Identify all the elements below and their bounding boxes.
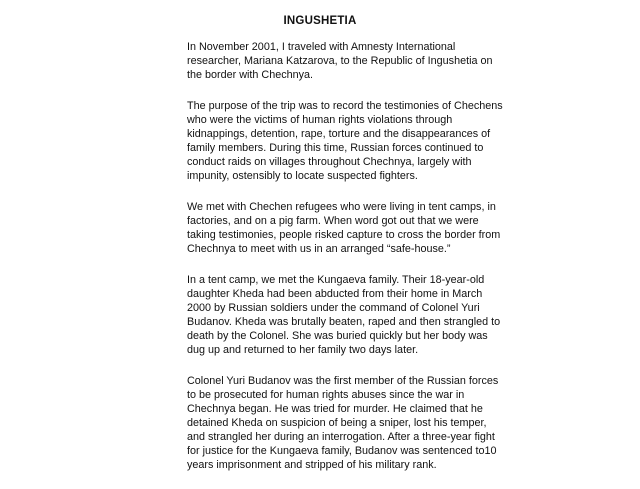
paragraph bbox=[187, 200, 501, 256]
text-line: daughter Kheda had been abducted from their home in March bbox=[187, 288, 483, 300]
text-line: dug up and returned to her family two days later. bbox=[187, 344, 419, 356]
text-line: Chechnya to meet with us in an arranged “safe-house.” bbox=[187, 243, 451, 255]
text-line: family members. During this time, Russian forces continued to bbox=[187, 142, 484, 154]
text-line: Chechnya began. He was tried for murder. He claimed that he bbox=[187, 403, 483, 415]
text-line: years imprisonment and stripped of his military rank. bbox=[187, 459, 437, 471]
text-line: who were the victims of human rights violations through bbox=[187, 114, 453, 126]
text-line: We met with Chechen refugees who were living in tent camps, in bbox=[187, 201, 496, 213]
text-line: taking testimonies, people risked capture to cross the border from bbox=[187, 229, 501, 241]
paragraph bbox=[187, 273, 501, 357]
text-line: for justice for the Kungaeva family, Budanov was sentenced to10 bbox=[187, 445, 497, 457]
paragraph bbox=[187, 374, 499, 472]
paragraph bbox=[187, 99, 503, 183]
text-line: to be prosecuted for human rights abuses since the war in bbox=[187, 389, 465, 401]
text-line: 2000 by Russian soldiers under the command of Colonel Yuri bbox=[187, 302, 480, 314]
text-line: the border with Chechnya. bbox=[187, 69, 314, 81]
text-line: In November 2001, I traveled with Amnesty International bbox=[187, 41, 456, 53]
text-line: kidnappings, detention, rape, torture and the disappearances of bbox=[187, 128, 491, 140]
text-line: conduct raids on villages throughout Chechnya, largely with bbox=[187, 156, 472, 168]
page-title: INGUSHETIA bbox=[283, 15, 357, 27]
text-line: Budanov. Kheda was brutally beaten, raped and then strangled to bbox=[187, 316, 501, 328]
body-text bbox=[187, 40, 503, 489]
text-line: Colonel Yuri Budanov was the first member of the Russian forces bbox=[187, 375, 499, 387]
paragraph bbox=[187, 40, 493, 82]
text-line: and strangled her during an interrogation. After a three-year fight bbox=[187, 431, 495, 443]
text-line: factories, and on a pig farm. When word got out that we were bbox=[187, 215, 479, 227]
text-line: death by the Colonel. She was buried quickly but her body was bbox=[187, 330, 488, 342]
text-line: impunity, ostensibly to locate suspected fighters. bbox=[187, 170, 418, 182]
text-line: In a tent camp, we met the Kungaeva family. Their 18-year-old bbox=[187, 274, 485, 286]
text-line: detained Kheda on suspicion of being a sniper, lost his temper, bbox=[187, 417, 487, 429]
text-line: researcher, Mariana Katzarova, to the Republic of Ingushetia on bbox=[187, 55, 493, 67]
text-line: The purpose of the trip was to record the testimonies of Chechens bbox=[187, 100, 503, 112]
